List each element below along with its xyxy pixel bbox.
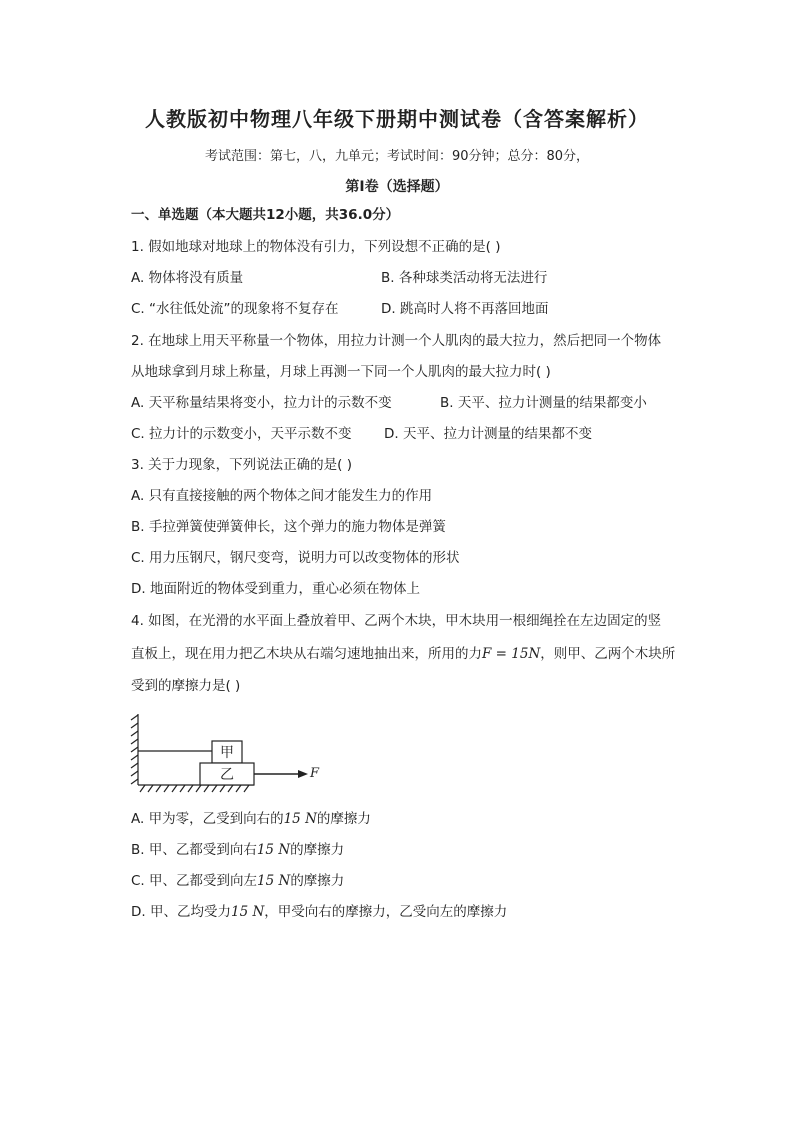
option-value: 15 N — [230, 904, 265, 920]
stem-text: 直板上，现在用力把乙木块从右端匀速地抽出来，所用的力 — [131, 646, 482, 662]
force-value: F = 15N — [482, 646, 541, 662]
option-text: 的摩擦力 — [316, 811, 371, 827]
ground — [138, 785, 254, 792]
question-4-option-b — [131, 841, 344, 859]
question-2-option-d: D. 天平、拉力计测量的结果都不变 — [384, 426, 592, 442]
question-1-option-d: D. 跳高时人将不再落回地面 — [381, 301, 549, 317]
option-value: 15 N — [257, 873, 291, 889]
block-upper-label: 甲 — [220, 745, 234, 761]
block-lower-label: 乙 — [220, 767, 234, 783]
question-1-option-c: C. “水往低处流”的现象将不复存在 — [131, 301, 339, 317]
question-2-option-a: A. 天平称量结果将变小，拉力计的示数不变 — [131, 395, 392, 411]
question-4-option-c — [131, 872, 344, 890]
option-text: C. 甲、乙都受到向左 — [131, 873, 258, 889]
question-4-stem-line2 — [131, 645, 675, 663]
exam-info: 考试范围：第七，八，九单元；考试时间：90分钟；总分：80分， — [204, 149, 590, 164]
option-text: 的摩擦力 — [290, 873, 345, 889]
question-4-option-a — [131, 810, 371, 828]
question-3-option-a: A. 只有直接接触的两个物体之间才能发生力的作用 — [131, 488, 433, 504]
question-2-stem-line2: 从地球拿到月球上称量，月球上再测一下同一个人肌肉的最大拉力时( ) — [131, 364, 551, 380]
question-1-stem: 1. 假如地球对地球上的物体没有引力，下列设想不正确的是( ) — [131, 239, 501, 255]
question-1-option-b: B. 各种球类活动将无法进行 — [381, 270, 548, 286]
fixed-wall — [131, 714, 138, 785]
question-3-option-d: D. 地面附近的物体受到重力，重心必须在物体上 — [131, 581, 420, 597]
force-label: F — [310, 766, 320, 781]
question-4-figure — [126, 712, 336, 794]
stem-text: ，则甲、乙两个木块所 — [540, 646, 676, 662]
option-text: B. 甲、乙都受到向右 — [131, 842, 257, 858]
option-text: D. 甲、乙均受力 — [131, 904, 231, 920]
question-4-stem-line1: 4. 如图，在光滑的水平面上叠放着甲、乙两个木块，甲木块用一根细绳拴在左边固定的竖 — [131, 613, 662, 629]
option-text: A. 甲为零，乙受到向右的 — [131, 811, 284, 827]
question-2-option-c: C. 拉力计的示数变小，天平示数不变 — [131, 426, 352, 442]
question-2-option-b: B. 天平、拉力计测量的结果都变小 — [440, 395, 647, 411]
force-arrowhead — [298, 770, 308, 778]
section-heading: 一、单选题（本大题共12小题，共36.0分） — [131, 207, 400, 223]
page-title: 人教版初中物理八年级下册期中测试卷（含答案解析） — [145, 107, 649, 131]
option-text: ，甲受向右的摩擦力，乙受向左的摩擦力 — [264, 904, 508, 920]
option-value: 15 N — [256, 842, 291, 858]
question-2-stem-line1: 2. 在地球上用天平称量一个物体，用拉力计测一个人肌肉的最大拉力，然后把同一个物体 — [131, 333, 662, 349]
question-3-option-c: C. 用力压钢尺，钢尺变弯，说明力可以改变物体的形状 — [131, 550, 460, 566]
question-1-option-a: A. 物体将没有质量 — [131, 270, 244, 286]
option-text: 的摩擦力 — [290, 842, 345, 858]
question-3-option-b: B. 手拉弹簧使弹簧伸长，这个弹力的施力物体是弹簧 — [131, 519, 446, 535]
question-3-stem: 3. 关于力现象，下列说法正确的是( ) — [131, 457, 352, 473]
option-value: 15 N — [283, 811, 317, 827]
question-4-stem-line3: 受到的摩擦力是( ) — [131, 678, 241, 694]
part-heading: 第I卷（选择题） — [345, 179, 449, 195]
question-4-option-d — [131, 903, 507, 921]
